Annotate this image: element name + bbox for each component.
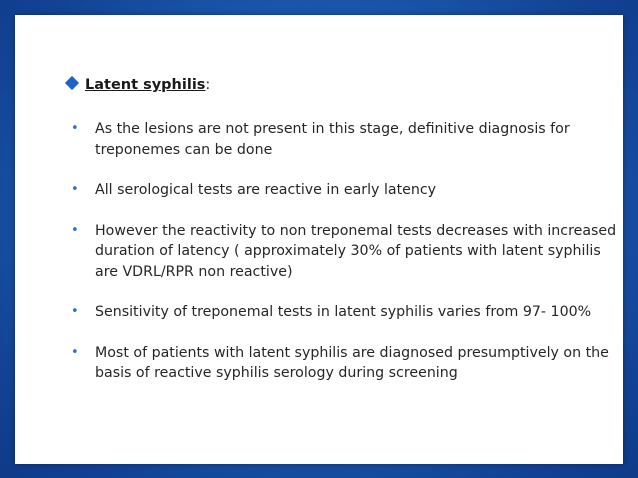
bullet-text: Sensitivity of treponemal tests in latent syphilis varies from 97- 100% (95, 304, 592, 320)
list-item (65, 221, 625, 283)
bullet-text: As the lesions are not present in this stage, definitive diagnosis for treponemes can be done (95, 121, 570, 158)
list-item (65, 119, 625, 160)
heading-suffix: : (205, 77, 211, 93)
bullet-text: However the reactivity to non treponemal tests decreases with increased duration of latency ( approximately 30% of patients with latent syphilis are VDRL/RPR non reactive) (95, 222, 617, 280)
slide-card (15, 15, 623, 464)
slide-heading (63, 75, 210, 95)
bullet-dot-icon: • (71, 222, 79, 238)
bullet-dot-icon: • (71, 182, 79, 197)
bullet-text: Most of patients with latent syphilis are diagnosed presumptively on the basis of reactive syphilis serology during screening (95, 344, 609, 381)
bullet-dot-icon: • (71, 304, 79, 319)
diamond-icon (65, 76, 79, 90)
heading-title: Latent syphilis (85, 77, 206, 93)
bullet-dot-icon: • (71, 344, 79, 360)
bullet-text: All serological tests are reactive in early latency (95, 182, 437, 198)
bullet-dot-icon: • (71, 121, 79, 136)
list-item (65, 343, 625, 384)
bullet-list (65, 119, 625, 404)
list-item (65, 180, 625, 201)
list-item (65, 302, 625, 323)
